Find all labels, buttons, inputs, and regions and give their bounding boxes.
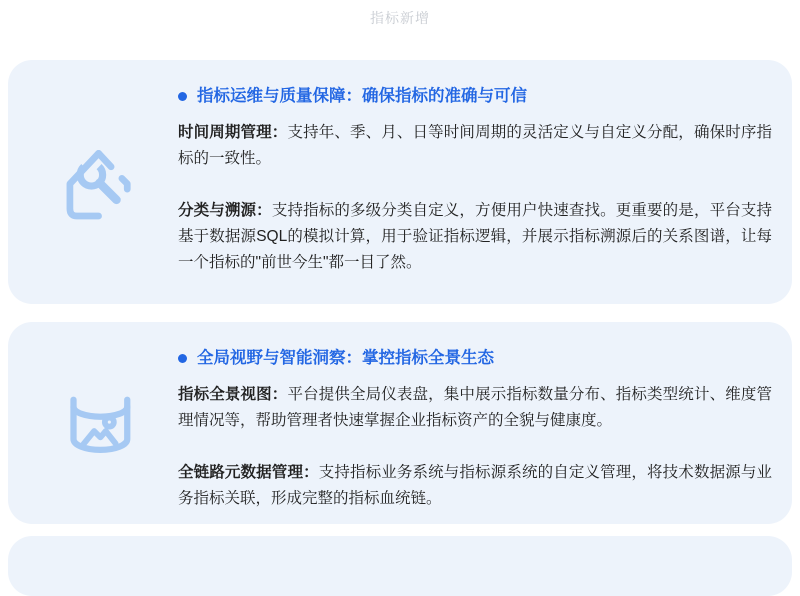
paragraph-text: 支持指标业务系统与指标源系统的自定义管理，将技术数据源与业务指标关联，形成完整的指标血统链。: [178, 464, 772, 507]
card-heading-text: 全局视野与智能洞察：掌控指标全景生态: [197, 349, 494, 367]
card-content: [178, 322, 792, 524]
bullet-icon: [178, 92, 187, 101]
card-heading: [178, 348, 772, 368]
card-heading-text: 指标运维与质量保障：确保指标的准确与可信: [197, 87, 527, 105]
paragraph-lead: 全链路元数据管理：: [178, 464, 319, 481]
panorama-icon: [52, 380, 138, 466]
paragraph-lead: 时间周期管理：: [178, 124, 288, 141]
paragraph-text: 支持年、季、月、日等时间周期的灵活定义与自定义分配，确保时序指标的一致性。: [178, 124, 772, 167]
feature-paragraph: [178, 382, 772, 434]
next-card-partial: [8, 536, 792, 596]
page-title: 指标新增: [370, 10, 430, 26]
paragraph-text: 支持指标的多级分类自定义，方便用户快速查找。更重要的是，平台支持基于数据源SQL的模拟计算，用于验证指标逻辑，并展示指标溯源后的关系图谱，让每一个指标的"前世今生"都一目了然。: [178, 202, 772, 271]
feature-card-ops-quality: [8, 60, 792, 304]
paragraph-text: 平台提供全局仪表盘，集中展示指标数量分布、指标类型统计、维度管理情况等，帮助管理者快速掌握企业指标资产的全貌与健康度。: [178, 386, 772, 429]
feature-paragraph: [178, 460, 772, 512]
bullet-icon: [178, 354, 187, 363]
feature-paragraph: [178, 198, 772, 276]
card-content: [178, 60, 792, 304]
house-wrench-icon: [52, 139, 138, 225]
feature-card-global-insight: [8, 322, 792, 524]
paragraph-lead: 分类与溯源：: [178, 202, 272, 219]
card-heading: [178, 86, 772, 106]
feature-paragraph: [178, 120, 772, 172]
paragraph-lead: 指标全景视图：: [178, 386, 288, 403]
